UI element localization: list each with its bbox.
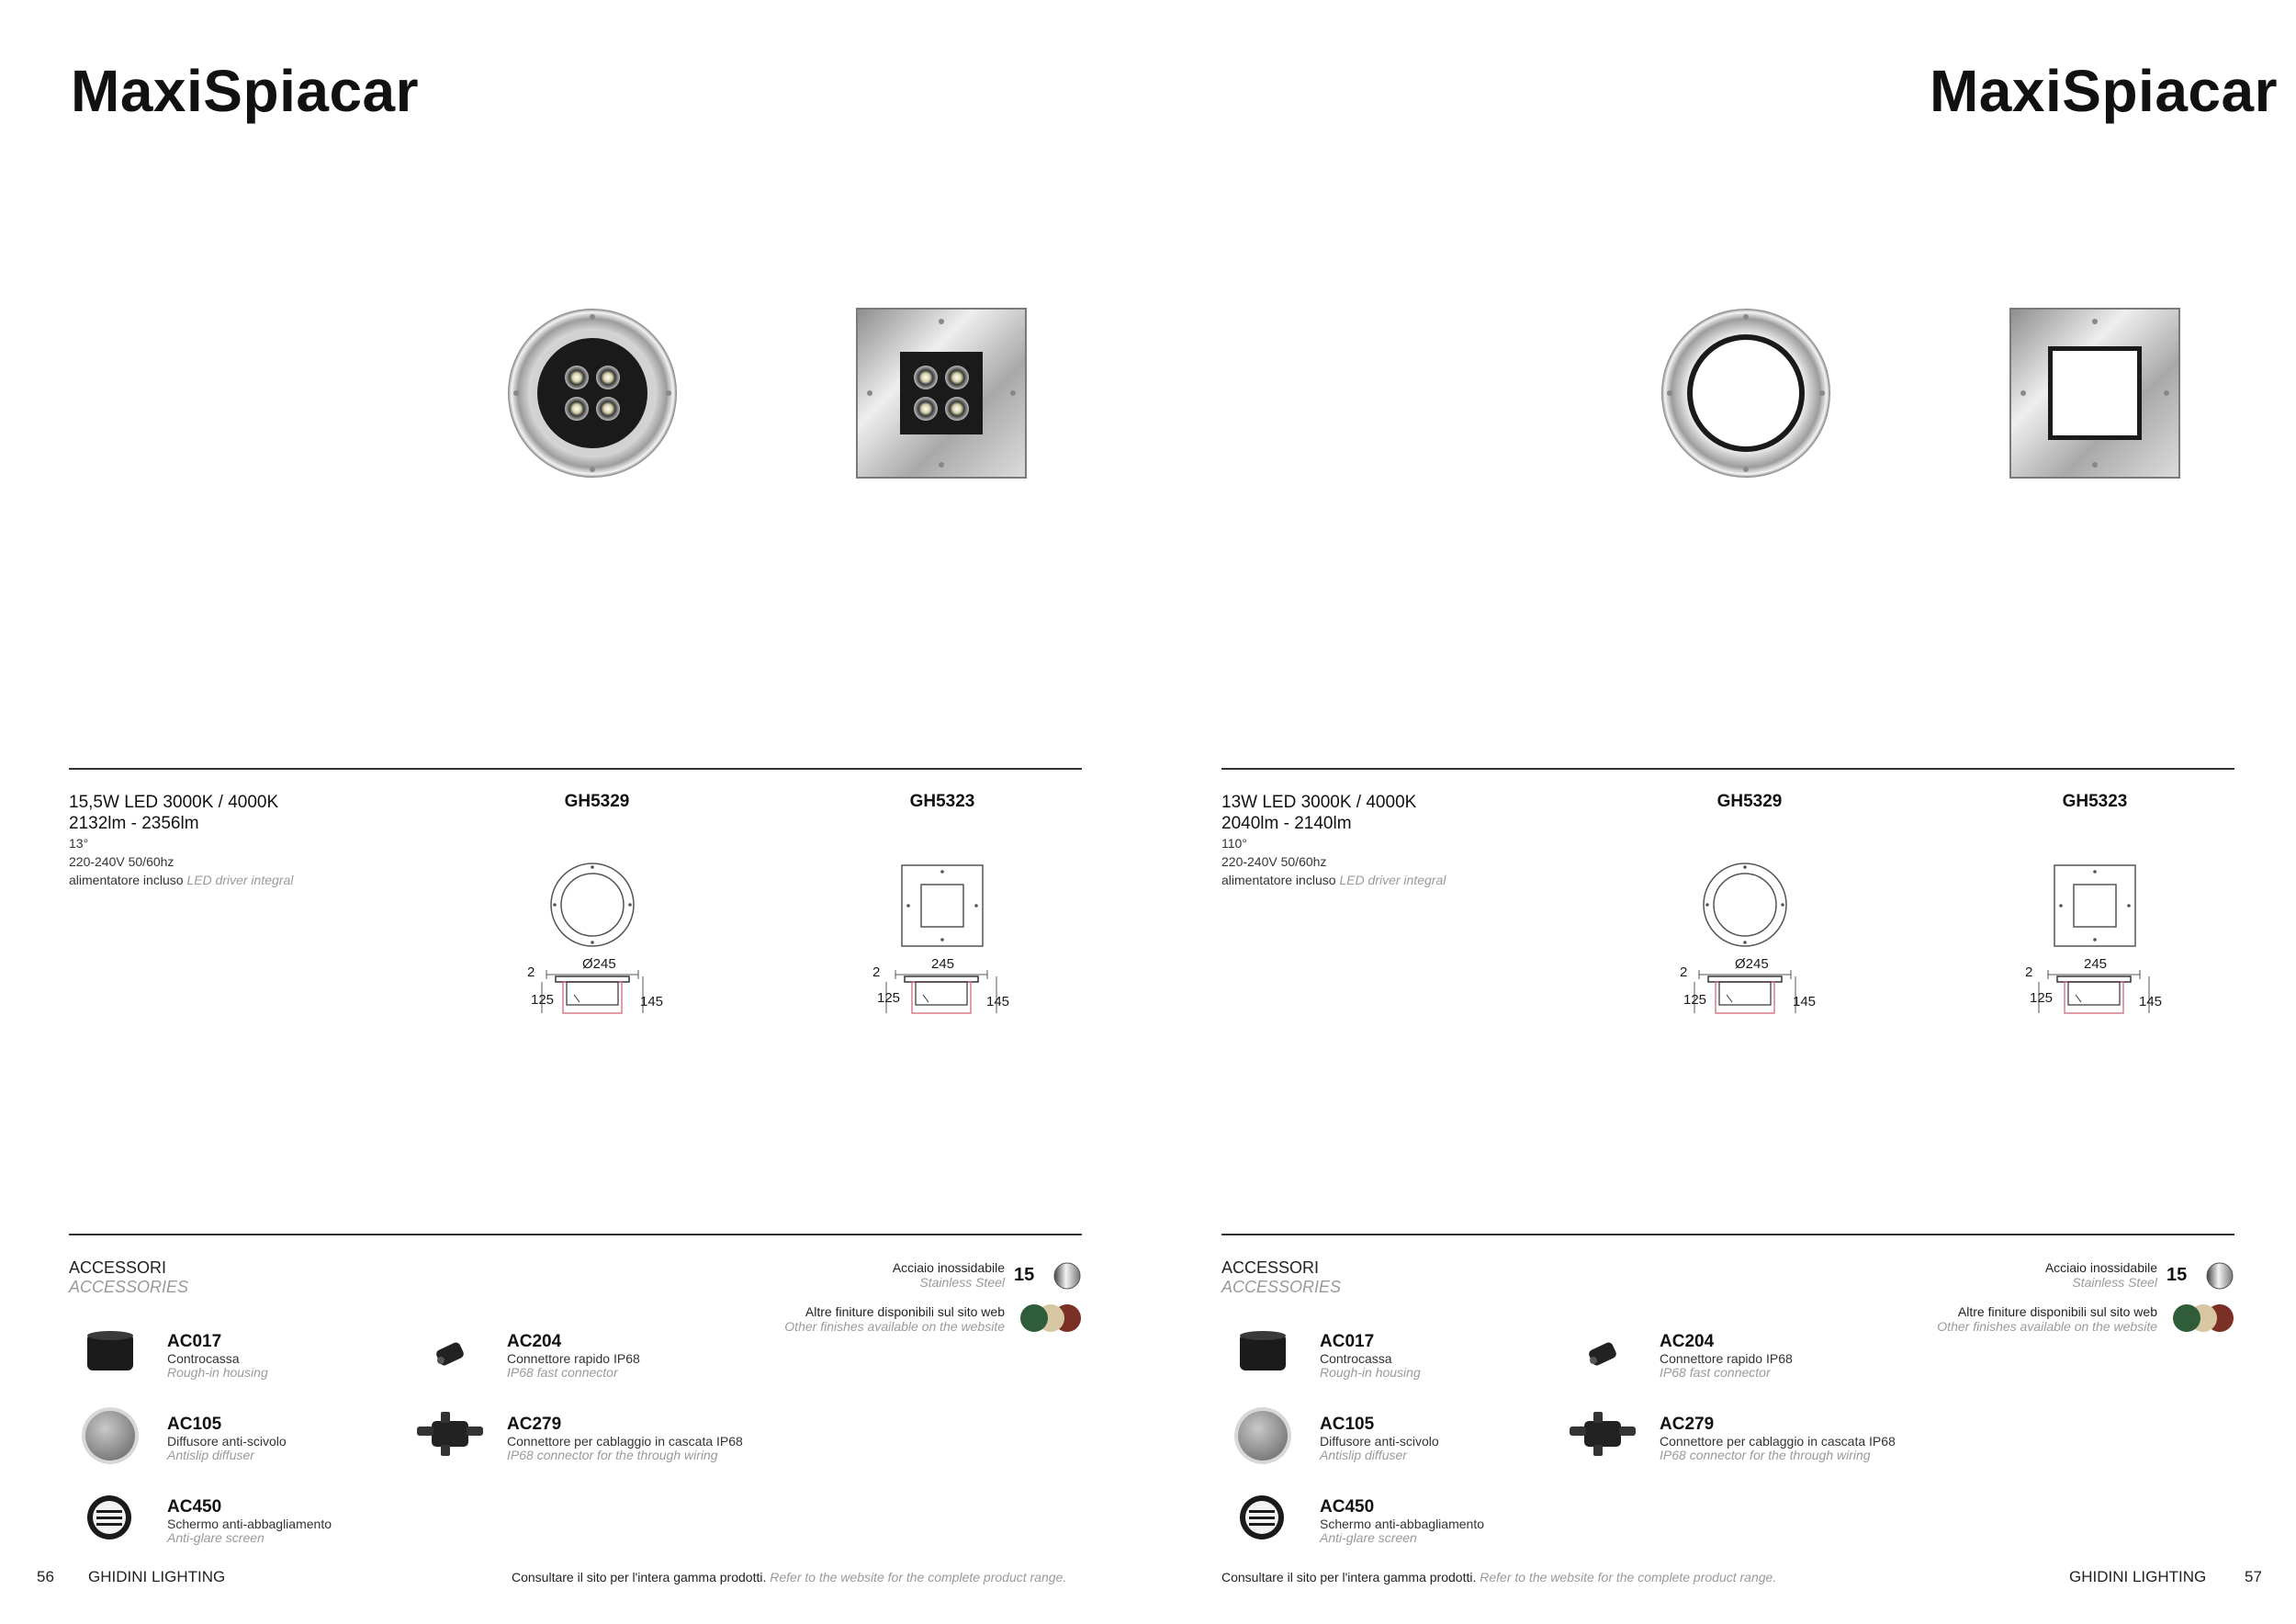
finish-label-en: Stainless Steel xyxy=(2072,1275,2157,1290)
dim-round-diameter: Ø245 xyxy=(582,956,616,972)
section-divider xyxy=(1221,1234,2234,1235)
accessory-code: AC204 xyxy=(1660,1332,1715,1351)
accessory-desc: Diffusore anti-scivolo xyxy=(167,1434,287,1449)
accessory-desc-en: IP68 connector for the through wiring xyxy=(507,1448,718,1462)
product-code-square: GH5323 xyxy=(909,792,975,811)
dim-square-h2: 145 xyxy=(2139,994,2163,1009)
spec-power: 13W LED 3000K / 4000K xyxy=(1221,793,1417,812)
accessory-code: AC450 xyxy=(167,1497,222,1517)
accessory-desc-en: IP68 fast connector xyxy=(1660,1365,1771,1380)
product-code-round: GH5329 xyxy=(564,792,630,811)
accessory-desc: Schermo anti-abbagliamento xyxy=(1320,1517,1484,1531)
through-wiring-connector-icon xyxy=(413,1410,487,1458)
dim-round-h1: 125 xyxy=(1683,992,1707,1008)
section-divider xyxy=(69,1234,1082,1235)
accessory-code: AC105 xyxy=(167,1415,222,1434)
accessory-code: AC017 xyxy=(1320,1332,1375,1351)
spec-voltage: 220-240V 50/60hz xyxy=(1221,854,1327,869)
page-title: MaxiSpiacar xyxy=(1929,58,2278,124)
accessory-desc-en: IP68 connector for the through wiring xyxy=(1660,1448,1871,1462)
accessory-desc: Connettore per cablaggio in cascata IP68 xyxy=(1660,1434,1896,1449)
finish-steel xyxy=(735,1260,1005,1290)
stainless-steel-swatch-icon xyxy=(2205,1261,2234,1291)
accessory-item xyxy=(507,1415,743,1462)
spec-voltage: 220-240V 50/60hz xyxy=(69,854,174,869)
anti-glare-screen-icon xyxy=(1238,1494,1286,1541)
footer-note-it: Consultare il sito per l'intera gamma prodotti. xyxy=(1221,1570,1477,1585)
spec-lumen: 2040lm - 2140lm xyxy=(1221,814,1352,833)
accessory-code: AC279 xyxy=(507,1415,562,1434)
antislip-diffuser-icon xyxy=(80,1405,141,1466)
through-wiring-connector-icon xyxy=(1566,1410,1639,1458)
footer-note xyxy=(1221,1570,1776,1585)
rough-in-housing-icon xyxy=(83,1328,138,1374)
spec-driver-it: alimentatore incluso xyxy=(1221,873,1336,887)
spec-driver xyxy=(69,871,293,889)
accessory-item xyxy=(1320,1497,1484,1545)
accessory-desc: Controcassa xyxy=(1320,1351,1392,1366)
accessory-item xyxy=(1320,1332,1421,1380)
accessories-heading xyxy=(69,1258,188,1297)
accessory-desc: Connettore per cablaggio in cascata IP68 xyxy=(507,1434,743,1449)
accessories-heading xyxy=(1221,1258,1341,1297)
dim-round-top: 2 xyxy=(1680,964,1688,980)
accessory-desc: Diffusore anti-scivolo xyxy=(1320,1434,1439,1449)
accessory-desc: Connettore rapido IP68 xyxy=(507,1351,640,1366)
other-finishes xyxy=(1869,1304,2157,1334)
accessory-code: AC450 xyxy=(1320,1497,1375,1517)
square-led-spot-image xyxy=(854,306,1029,480)
accessory-code: AC105 xyxy=(1320,1415,1375,1434)
accessory-code: AC017 xyxy=(167,1332,222,1351)
other-finish-swatches-icon xyxy=(2170,1303,2236,1334)
accessory-desc-en: Rough-in housing xyxy=(167,1365,268,1380)
page-title: MaxiSpiacar xyxy=(71,58,420,124)
stainless-steel-swatch-icon xyxy=(1052,1261,1082,1291)
accessory-item xyxy=(1660,1332,1793,1380)
product-code-square: GH5323 xyxy=(2062,792,2128,811)
anti-glare-screen-icon xyxy=(85,1494,133,1541)
accessories-title: ACCESSORI xyxy=(69,1258,167,1277)
spec-driver-en: LED driver integral xyxy=(186,873,294,887)
dim-square-top: 2 xyxy=(872,964,881,980)
page-number: 56 xyxy=(37,1568,54,1585)
section-divider xyxy=(69,768,1082,770)
accessories-title-en: ACCESSORIES xyxy=(1221,1278,1342,1296)
other-finish-swatches-icon xyxy=(1018,1303,1084,1334)
other-finishes-label-en: Other finishes available on the website xyxy=(784,1319,1005,1334)
accessory-desc: Schermo anti-abbagliamento xyxy=(167,1517,332,1531)
fast-connector-icon xyxy=(430,1336,470,1373)
accessory-desc-en: Antislip diffuser xyxy=(1320,1448,1407,1462)
spec-power: 15,5W LED 3000K / 4000K xyxy=(69,793,279,812)
dim-round-top: 2 xyxy=(527,964,535,980)
spec-driver-en: LED driver integral xyxy=(1339,873,1446,887)
finish-number: 15 xyxy=(1014,1265,1035,1285)
section-divider xyxy=(1221,768,2234,770)
dim-square-top: 2 xyxy=(2025,964,2033,980)
accessory-desc-en: Antislip diffuser xyxy=(167,1448,254,1462)
spec-driver-it: alimentatore incluso xyxy=(69,873,184,887)
other-finishes-label-en: Other finishes available on the website xyxy=(1937,1319,2157,1334)
accessory-desc-en: Anti-glare screen xyxy=(167,1530,264,1545)
accessory-item xyxy=(167,1415,287,1462)
dim-square-width: 245 xyxy=(2084,956,2108,972)
footer-note-it: Consultare il sito per l'intera gamma prodotti. xyxy=(512,1570,767,1585)
dim-round-h2: 145 xyxy=(640,994,664,1009)
round-led-spot-image xyxy=(505,306,680,480)
square-led-spot-image xyxy=(2008,306,2182,480)
accessory-item xyxy=(167,1497,332,1545)
accessory-desc-en: IP68 fast connector xyxy=(507,1365,618,1380)
accessory-desc-en: Rough-in housing xyxy=(1320,1365,1421,1380)
finish-label: Acciaio inossidabile xyxy=(2044,1260,2157,1275)
other-finishes-label: Altre finiture disponibili sul sito web xyxy=(805,1304,1005,1319)
rough-in-housing-icon xyxy=(1235,1328,1290,1374)
spec-block xyxy=(69,792,293,889)
other-finishes-label: Altre finiture disponibili sul sito web xyxy=(1957,1304,2157,1319)
accessory-desc-en: Anti-glare screen xyxy=(1320,1530,1417,1545)
accessory-desc: Connettore rapido IP68 xyxy=(1660,1351,1793,1366)
finish-number: 15 xyxy=(2167,1265,2188,1285)
accessory-code: AC204 xyxy=(507,1332,562,1351)
footer-note-en: Refer to the website for the complete product range. xyxy=(1480,1570,1777,1585)
dim-round-h1: 125 xyxy=(531,992,555,1008)
brand-name: GHIDINI LIGHTING xyxy=(88,1568,226,1585)
accessory-code: AC279 xyxy=(1660,1415,1715,1434)
accessories-title-en: ACCESSORIES xyxy=(69,1278,189,1296)
accessory-item xyxy=(167,1332,268,1380)
product-code-round: GH5329 xyxy=(1716,792,1783,811)
finish-label-en: Stainless Steel xyxy=(919,1275,1005,1290)
dim-square-h1: 125 xyxy=(877,990,901,1006)
fast-connector-icon xyxy=(1582,1336,1623,1373)
page-number: 57 xyxy=(2245,1568,2262,1585)
accessory-desc: Controcassa xyxy=(167,1351,240,1366)
spec-angle: 110° xyxy=(1221,836,1247,851)
round-led-spot-image xyxy=(1659,306,1833,480)
accessory-item xyxy=(1320,1415,1439,1462)
brand-name: GHIDINI LIGHTING xyxy=(2069,1568,2207,1585)
dim-round-diameter: Ø245 xyxy=(1735,956,1769,972)
dim-square-width: 245 xyxy=(931,956,955,972)
spec-angle: 13° xyxy=(69,836,89,851)
finish-steel xyxy=(1887,1260,2157,1290)
other-finishes xyxy=(716,1304,1005,1334)
footer-note xyxy=(512,1570,1066,1585)
spec-block xyxy=(1221,792,1446,889)
accessory-item xyxy=(1660,1415,1896,1462)
antislip-diffuser-icon xyxy=(1232,1405,1293,1466)
right-page xyxy=(1148,0,2296,1624)
finish-label: Acciaio inossidabile xyxy=(892,1260,1005,1275)
accessory-item xyxy=(507,1332,640,1380)
accessories-title: ACCESSORI xyxy=(1221,1258,1320,1277)
dim-square-h2: 145 xyxy=(986,994,1010,1009)
spec-lumen: 2132lm - 2356lm xyxy=(69,814,199,833)
spec-driver xyxy=(1221,871,1446,889)
dim-square-h1: 125 xyxy=(2030,990,2054,1006)
footer-note-en: Refer to the website for the complete product range. xyxy=(770,1570,1067,1585)
dim-round-h2: 145 xyxy=(1793,994,1817,1009)
